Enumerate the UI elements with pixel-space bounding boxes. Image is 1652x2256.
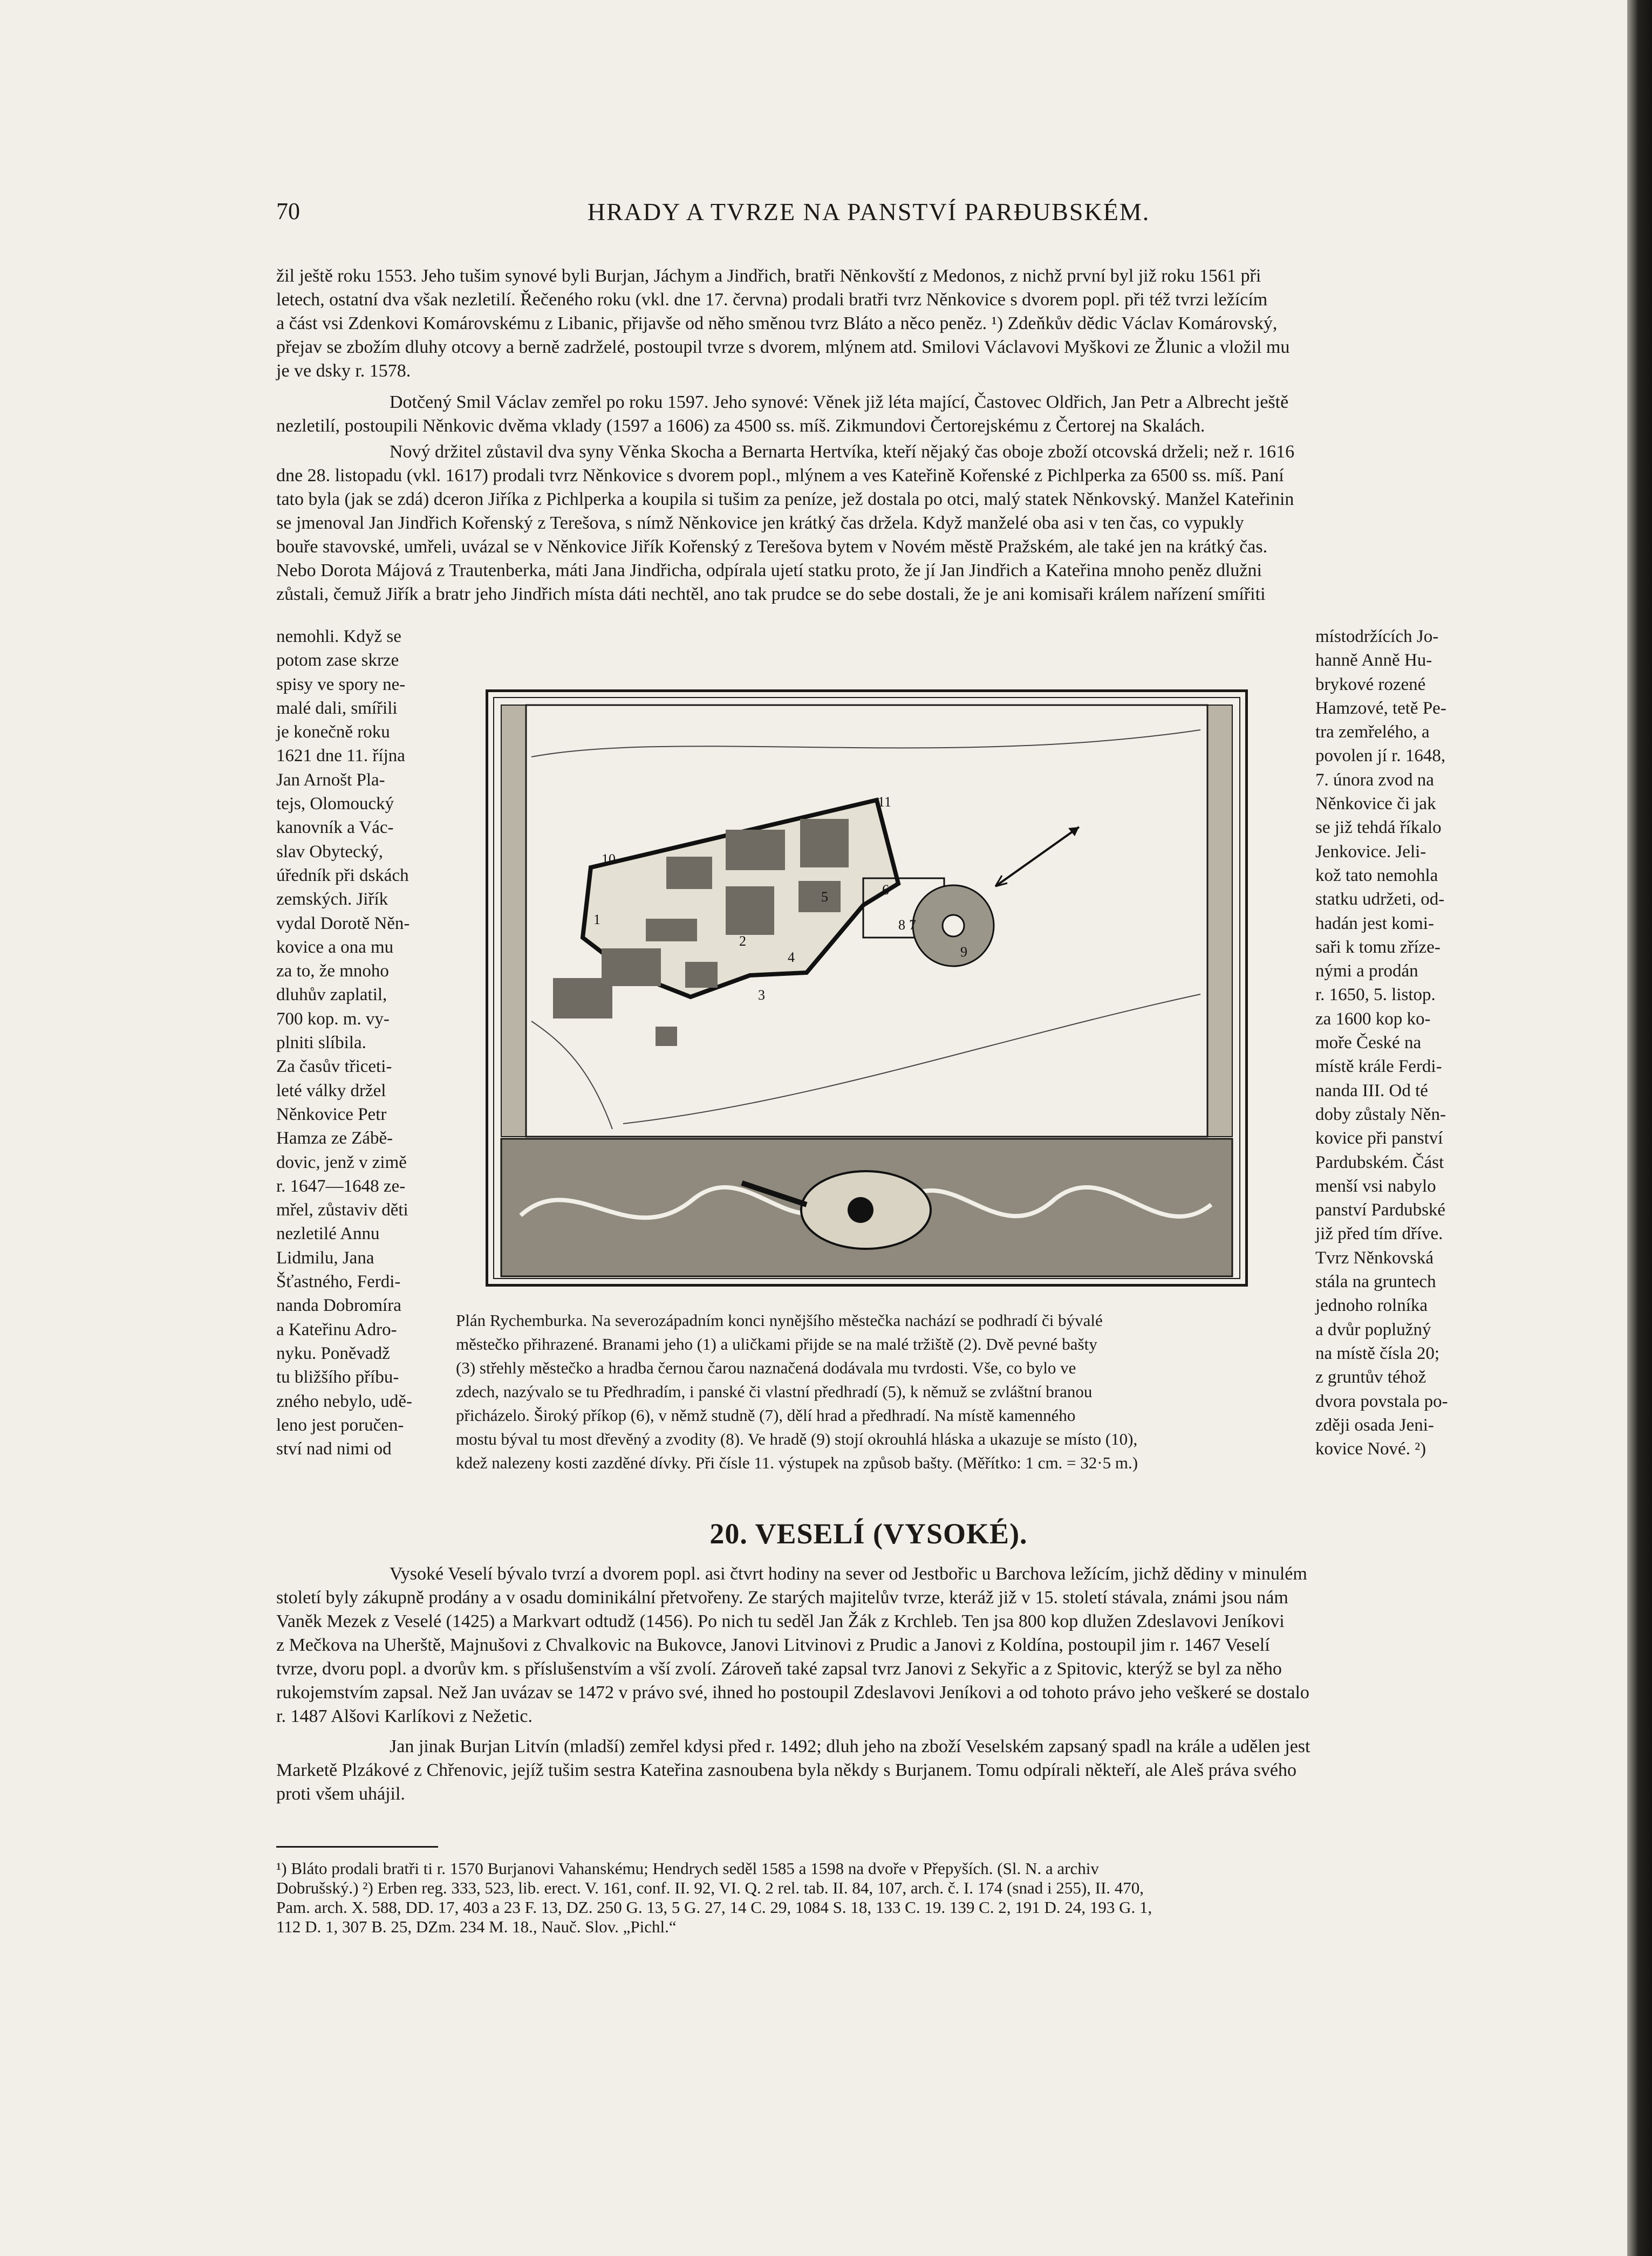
footnote-rule (276, 1846, 438, 1848)
text-line: místě krále Ferdi- (1315, 1057, 1442, 1077)
plan-label: 1 (593, 912, 600, 927)
round-tower (943, 915, 964, 936)
text-line: 7. února zvod na (1315, 770, 1434, 790)
text-line: zemských. Jiřík (276, 890, 388, 910)
text-line: Něnkovice či jak (1315, 794, 1436, 814)
left-ornament-border (501, 705, 526, 1137)
text-line: Něnkovice Petr (276, 1104, 387, 1124)
text-line: r. 1647—1648 ze- (276, 1176, 406, 1196)
caption-line: zdech, nazývalo se tu Předhradím, i panské či vlastní předhradí (5), k němuž se zvláštní branou (456, 1382, 1093, 1401)
footnotes (276, 1859, 1461, 1937)
text-line: 1621 dne 11. října (276, 746, 405, 766)
paragraph-3 (276, 440, 1461, 606)
text-line: Pardubském. Část (1315, 1152, 1444, 1172)
plan-label: 10 (602, 851, 616, 867)
running-title: HRADY A TVRZE NA PANSTVÍ PARĐUBSKÉM. (587, 198, 1150, 225)
text-line: panství Pardubské (1315, 1200, 1446, 1220)
text-line: nezletilé Annu (276, 1224, 380, 1244)
text-line: již před tím dříve. (1315, 1224, 1443, 1244)
text-line: Marketě Plzákové z Chřenovic, jejíž tušim sestra Kateřina zasnoubena byla někdy s Burjanem. Tomu odpírali někteří, ale Aleš práva svého (276, 1760, 1296, 1780)
lute-soundhole-icon (848, 1197, 873, 1223)
building (800, 819, 849, 867)
caption-line: přicházelo. Široký příkop (6), v němž studně (7), dělí hrad a předhradí. Na místě kamenného (456, 1406, 1076, 1425)
text-line: statku udržeti, od- (1315, 890, 1445, 910)
text-line: přejav se zbožím dluhy otcovy a berně zadrželé, postoupil tvrze s dvorem, mlýnem atd. Smilovi Václavovi Myškovi ze Žlunic a vložil mu (276, 337, 1290, 357)
footnote-line: ¹) Bláto prodali bratři ti r. 1570 Burjanovi Vahanskému; Hendrych seděl 1585 a 1598 na dvoře v Přepyších. (Sl. N. a archiv (276, 1859, 1099, 1878)
text-line: se jmenoval Jan Jindřich Kořenský z Terešova, s nímž Něnkovice jen krátký čas držela. Když manželé oba asi v ten čas, co vypukly (276, 513, 1244, 533)
text-line: saři k tomu zřízе- (1315, 937, 1441, 957)
text-line: spisy ve spory ne- (276, 674, 406, 694)
plan-label: 11 (878, 794, 892, 810)
right-side-column (1315, 625, 1462, 1461)
text-line: hanně Anně Hu- (1315, 651, 1432, 671)
text-line: slav Obytecký, (276, 842, 383, 862)
text-line: bouře stavovské, umřeli, uvázal se v Něnkovice Jiřík Kořenský z Terešova bytem v Novém městě Pražském, ale také jen na krátký čas. (276, 537, 1268, 557)
section-paragraph-2 (276, 1735, 1461, 1806)
text-line: a dvůr poplužný (1315, 1320, 1431, 1339)
text-line: Lidmilu, Jana (276, 1248, 374, 1268)
building (726, 830, 785, 870)
page-edge-shadow (1627, 0, 1652, 2256)
paragraph-2 (276, 391, 1461, 438)
text-line: tvrze, dvoru popl. a dvorův km. s příslušenstvím a vší zvolí. Zároveň také zapsal tvrz Janovi z Sekyřic a z Spitovic, kterýž se byl za něho (276, 1659, 1282, 1679)
text-line: Vaněk Mezek z Veselé (1425) a Markvart odtudž (1456). Po nich tu seděl Jan Žák z Krchleb. Ten jsa 800 kop dlužen Zdeslavovi Jeníkovi (276, 1611, 1285, 1631)
plan-label: 7 (909, 917, 916, 933)
text-line: nyku. Poněvadž (276, 1343, 390, 1363)
text-line: kovice při panství (1315, 1129, 1443, 1148)
building (553, 978, 612, 1018)
text-line: Nebo Dorota Májová z Trautenberka, máti Jana Jindřicha, odpírala ujetí statku proto, že jí Jan Jindřich a Kateřina mnoho peněz dlužni (276, 560, 1262, 580)
text-line: r. 1650, 5. listop. (1315, 985, 1436, 1005)
text-line: kož tato nemohla (1315, 865, 1438, 885)
text-line: doby zůstaly Něn- (1315, 1104, 1446, 1124)
footnote-line: Pam. arch. X. 588, DD. 17, 403 a 23 F. 13, DZ. 250 G. 13, 5 G. 27, 14 C. 29, 1084 S. 18, 133 C. 19. 139 C. 2, 191 D. 24, 193 G. 1, (276, 1898, 1152, 1917)
section-paragraph-1 (276, 1562, 1461, 1728)
text-line: dovic, jenž v zimě (276, 1152, 407, 1172)
text-line: nezletilí, postoupili Něnkovic dvěma vklady (1597 a 1606) za 4500 ss. míš. Zikmundovi Čertorejskému z Čertorej na Skalách. (276, 416, 1205, 436)
text-line: nemohli. Když se (276, 627, 401, 646)
intro-paragraph (276, 264, 1461, 383)
text-line: Nový držitel zůstavil dva syny Věnka Skocha a Bernarta Hertvíka, kteří nějaký čas oboje zboží otcovská drželi; než r. 1616 (390, 442, 1295, 462)
footnote-line: 112 D. 1, 307 B. 25, DZm. 234 M. 18., Nauč. Slov. „Pichl.“ (276, 1917, 677, 1936)
text-line: se již tehdá říkalo (1315, 818, 1442, 838)
text-line: Jan jinak Burjan Litvín (mladší) zemřel kdysi před r. 1492; dluh jeho na zboží Veselském zapsaný spadl na krále a udělen jest (390, 1737, 1310, 1756)
plan-label: 8 (898, 917, 905, 933)
text-line: tato byla (jak se zdá) dceron Jiříka z Pichlperka a koupila si tušim za peníze, jež dostala po otci, malý statek Něnkovský. Manžel Kateřinin (276, 489, 1294, 509)
text-line: stála na gruntech (1315, 1272, 1436, 1292)
text-line: dluhův zaplatil, (276, 985, 387, 1005)
plan-label: 6 (882, 882, 889, 898)
building (798, 881, 841, 912)
text-line: za 1600 kop ko- (1315, 1009, 1431, 1029)
building (666, 857, 712, 889)
text-line: Dotčený Smil Václav zemřel po roku 1597. Jeho synové: Věnek již léta mající, Častovec Oldřich, Jan Petr a Albrecht ještě (390, 392, 1289, 412)
text-line: zného nebylo, udě- (276, 1391, 412, 1411)
text-line: zději osada Jeni- (1315, 1415, 1434, 1435)
caption-line: Plán Rychemburka. Na severozápadním konci nynějšího městečka nachází se podhradí či bývalé (456, 1311, 1103, 1330)
text-line: nanda III. Od té (1315, 1081, 1428, 1100)
text-line: tejs, Olomoucký (276, 794, 394, 814)
castle-plan-illustration (488, 692, 1245, 1284)
text-line: ství nad nimi od (276, 1439, 392, 1459)
text-line: Za časův třiceti- (276, 1057, 392, 1077)
text-line: tra zemřelého, a (1315, 722, 1430, 742)
text-line: potom zase skrze (276, 651, 399, 671)
text-line: na místě čísla 20; (1315, 1343, 1440, 1363)
footnote-line: Dobrušský.) ²) Erben reg. 333, 523, lib. erect. V. 161, conf. II. 92, VI. Q. 2 rel. tab. II. 84, 107, arch. č. I. 174 (snad i 255), II. 470, (276, 1878, 1144, 1897)
text-line: tu bližšího příbu- (276, 1368, 399, 1387)
caption-line: (3) střehly městečko a hradba černou čarou naznačená dodávala mu tvrdosti. Vše, co bylo ve (456, 1358, 1076, 1377)
building (685, 962, 718, 988)
text-line: kovice a ona mu (276, 937, 394, 957)
text-line: dvora povstala po- (1315, 1391, 1448, 1411)
text-line: 700 kop. m. vy- (276, 1009, 390, 1029)
text-line: Jan Arnošt Pla- (276, 770, 385, 790)
text-line: místodržících Jo- (1315, 627, 1439, 646)
text-line: nými a prodán (1315, 961, 1418, 981)
castle-plan-figure (486, 689, 1248, 1287)
caption-line: kdež nalezeny kosti zazděné dívky. Při čísle 11. výstupek na způsob bašty. (Měřítko: 1 cm. = 32·5 m.) (456, 1453, 1138, 1472)
building (646, 919, 697, 941)
text-line: Vysoké Veselí bývalo tvrzí a dvorem popl. asi čtvrt hodiny na sever od Jestbořic u Barchova ležícím, jichž dědiny v minulém (390, 1564, 1307, 1584)
text-line: Hamza ze Zábě- (276, 1129, 393, 1148)
page-header (276, 197, 1461, 230)
text-line: z gruntův téhož (1315, 1368, 1426, 1387)
text-line: proti všem uhájil. (276, 1784, 405, 1804)
text-line: nanda Dobromíra (276, 1296, 401, 1316)
building (656, 1027, 677, 1046)
plan-label: 3 (758, 987, 765, 1003)
figure-caption (456, 1309, 1281, 1475)
text-line: kovice Nové. ²) (1315, 1439, 1426, 1459)
text-line: Hamzové, tetě Pe- (1315, 698, 1446, 718)
text-line: leté války držel (276, 1081, 386, 1100)
text-line: brykové rozené (1315, 674, 1426, 694)
text-line: rukojemstvím zapsal. Než Jan uvázav se 1472 v právo své, ihned ho postoupil Zdeslavovi Jeníkovi a od tohoto právo jeho veškeré se dostalo (276, 1683, 1309, 1703)
text-line: vydal Dorotě Něn- (276, 913, 410, 933)
text-line: r. 1487 Alšovi Karlíkovi z Nežetic. (276, 1706, 533, 1726)
building (726, 886, 774, 935)
text-line: plniti slíbila. (276, 1033, 366, 1053)
text-line: dne 28. listopadu (vkl. 1617) prodali tvrz Něnkovice s dvorem popl., mlýnem a ves Kateřině Kořenské z Pichlperka za 6500 ss. míš. Paní (276, 466, 1284, 486)
text-line: zůstali, čemuž Jiřík a bratr jeho Jindřich místa dáti nechtěl, ano tak prudce se do sebe dostali, že je ani komisaři králem nařízení smířiti (276, 584, 1266, 604)
text-line: malé dali, smířili (276, 698, 398, 718)
text-line: století byly zákupně prodány a v osadu dominikální přetvořeny. Ze starých majitelův tvrze, kteráž již v 15. století stávala, známi jsou nám (276, 1588, 1288, 1608)
text-line: Tvrz Něnkovská (1315, 1248, 1434, 1268)
section-heading: 20. VESELÍ (VYSOKÉ). (709, 1517, 1028, 1550)
text-line: kanovník a Vác- (276, 818, 394, 838)
text-line: žil ještě roku 1553. Jeho tušim synové byli Burjan, Jáchym a Jindřich, bratři Nĕnkovští z Medonos, z nichž první byl již roku 1561 při (276, 266, 1261, 286)
text-line: a část vsi Zdenkovi Komárovskému z Libanic, přijavše od něho směnou tvrz Bláto a něco peněz. ¹) Zdeňkův dědic Václav Komárovský, (276, 313, 1278, 333)
text-line: je konečně roku (276, 722, 390, 742)
text-line: mřel, zůstaviv děti (276, 1200, 408, 1220)
text-line: mořе České na (1315, 1033, 1422, 1053)
text-line: jednoho rolníka (1315, 1296, 1428, 1316)
page-number: 70 (276, 198, 300, 224)
text-line: povolen jí r. 1648, (1315, 746, 1446, 766)
text-line: hadán jest komi- (1315, 913, 1434, 933)
caption-line: městečko přihrazené. Branami jeho (1) a uličkami přijde se na malé tržiště (2). Dvě pevné bašty (456, 1335, 1097, 1353)
caption-line: mostu býval tu most dřevěný a zvodity (8). Ve hradě (9) stojí okrouhlá hláska a ukazuje se místo (10), (456, 1430, 1138, 1448)
text-line: leno jest poručen- (276, 1415, 404, 1435)
text-line: je ve dsky r. 1578. (276, 361, 411, 381)
text-line: úředník při dskách (276, 865, 409, 885)
plan-label: 2 (739, 933, 746, 949)
plan-label: 4 (788, 949, 795, 965)
text-line: Jenkovice. Jeli- (1315, 842, 1426, 862)
left-side-column (276, 625, 419, 1461)
text-line: menší vsi nabylo (1315, 1176, 1436, 1196)
text-line: Šťastného, Ferdi- (276, 1272, 401, 1292)
plan-label: 5 (821, 889, 828, 905)
text-line: za to, že mnoho (276, 961, 389, 981)
text-line: z Mečkova na Uherště, Majnušovi z Chvalkovic na Bukovce, Janovi Litvinovi z Prudic a Janovi z Koldína, postoupil jim r. 1467 Veselí (276, 1635, 1270, 1655)
text-line: a Kateřinu Adro- (276, 1320, 397, 1339)
plan-label: 9 (960, 944, 967, 960)
right-ornament-border (1207, 705, 1232, 1137)
text-line: letech, ostatní dva však nezletilí. Řečeného roku (vkl. dne 17. června) prodali bratři tvrz Něnkovice s dvorem popl. při též tvrzi ležícím (276, 290, 1268, 310)
